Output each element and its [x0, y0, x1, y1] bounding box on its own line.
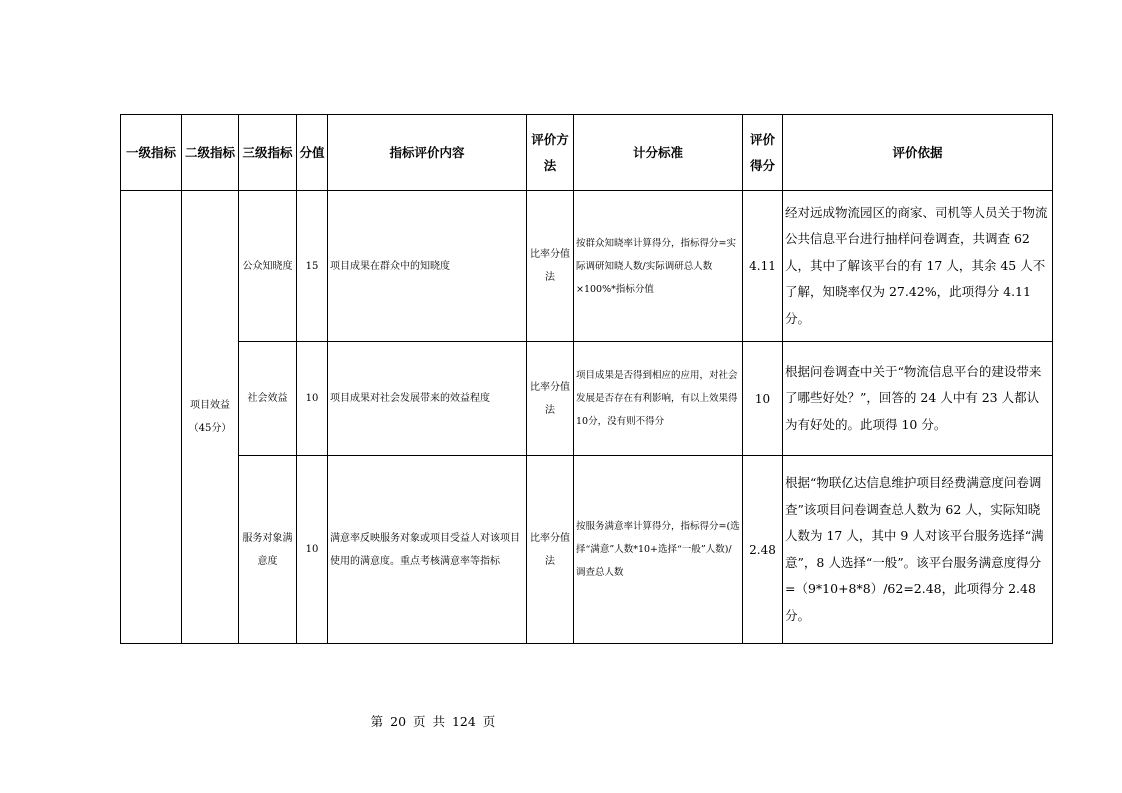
level3-cell: 社会效益: [239, 342, 297, 456]
table-row: [121, 191, 1053, 342]
header-level2: 二级指标: [182, 115, 239, 191]
header-method: 评价方法: [527, 115, 574, 191]
score-cell: 4.11: [743, 191, 783, 342]
points-cell: 10: [297, 342, 328, 456]
header-score: 评价得分: [743, 115, 783, 191]
header-points: 分值: [297, 115, 328, 191]
standard-cell: 按群众知晓率计算得分，指标得分=实际调研知晓人数/实际调研总人数×100%*指标分值: [574, 191, 743, 342]
level3-cell: 服务对象满意度: [239, 456, 297, 644]
content-cell: 项目成果对社会发展带来的效益程度: [328, 342, 527, 456]
header-level1: 一级指标: [121, 115, 182, 191]
header-basis: 评价依据: [783, 115, 1053, 191]
table-row: [121, 456, 1053, 644]
evaluation-table: [120, 114, 1053, 644]
content-cell: 满意率反映服务对象或项目受益人对该项目使用的满意度。重点考核满意率等指标: [328, 456, 527, 644]
basis-cell: 根据问卷调查中关于“物流信息平台的建设带来了哪些好处？”，回答的 24 人中有 23 人都认为有好处的。此项得 10 分。: [783, 342, 1053, 456]
content-cell: 项目成果在群众中的知晓度: [328, 191, 527, 342]
score-cell: 10: [743, 342, 783, 456]
method-cell: 比率分值法: [527, 456, 574, 644]
points-cell: 15: [297, 191, 328, 342]
basis-cell: 经对远成物流园区的商家、司机等人员关于物流公共信息平台进行抽样问卷调查，共调查 62 人，其中了解该平台的有 17 人，其余 45 人不了解，知晓率仅为 27.42%，此项得分 4.11 分。: [783, 191, 1053, 342]
method-cell: 比率分值法: [527, 191, 574, 342]
method-cell: 比率分值法: [527, 342, 574, 456]
level2-cell: 项目效益（45分）: [182, 191, 239, 644]
score-cell: 2.48: [743, 456, 783, 644]
standard-cell: 按服务满意率计算得分，指标得分=(选择“满意”人数*10+选择“一般”人数)/调查总人数: [574, 456, 743, 644]
level1-cell: [121, 191, 182, 644]
header-standard: 计分标准: [574, 115, 743, 191]
level3-cell: 公众知晓度: [239, 191, 297, 342]
points-cell: 10: [297, 456, 328, 644]
table-row: [121, 342, 1053, 456]
header-level3: 三级指标: [239, 115, 297, 191]
header-content: 指标评价内容: [328, 115, 527, 191]
header-row: [121, 115, 1053, 191]
standard-cell: 项目成果是否得到相应的应用，对社会发展是否存在有利影响，有以上效果得10分，没有则不得分: [574, 342, 743, 456]
basis-cell: 根据“物联亿达信息维护项目经费满意度问卷调查”该项目问卷调查总人数为 62 人，实际知晓人数为 17 人，其中 9 人对该平台服务选择“满意”，8 人选择“一般”。该平台服务满意度得分=（9*10+8*8）/62=2.48，此项得分 2.48 分。: [783, 456, 1053, 644]
page-number: 第 20 页 共 124 页: [370, 714, 496, 729]
